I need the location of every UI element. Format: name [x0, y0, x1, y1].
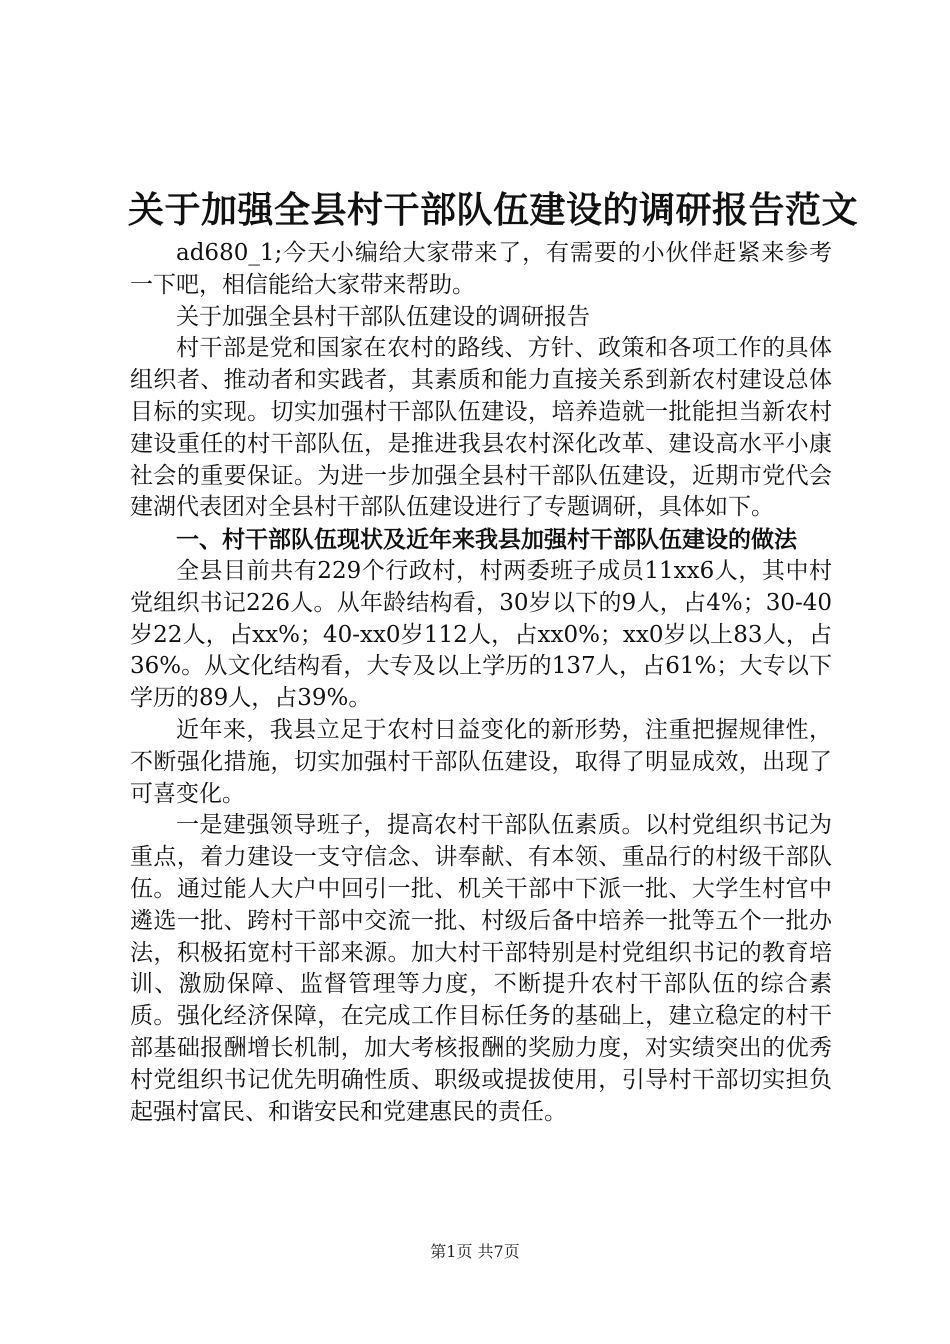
body-paragraph: 一是建强领导班子，提高农村干部队伍素质。以村党组织书记为重点，着力建设一支守信念、讲奉献、有本领、重品行的村级干部队伍。通过能人大户中回引一批、机关干部中下派一批、大学生村官中遴选一批、跨村干部中交流一批、村级后备中培养一批等五个一批办法，积极拓宽村干部来源。加大村干部特别是村党组织书记的教育培训、激励保障、监督管理等力度，不断提升农村干部队伍的综合素质。强化经济保障，在完成工作目标任务的基础上，建立稳定的村干部基础报酬增长机制，加大考核报酬的奖励力度，对实绩突出的优秀村党组织书记优先明确性质、职级或提拔使用，引导村干部切实担负起强村富民、和谐安民和党建惠民的责任。	[130, 812, 832, 1125]
intro-paragraph: ad680_1;今天小编给大家带来了，有需要的小伙伴赶紧来参考一下吧，相信能给大家带来帮助。	[130, 240, 832, 298]
document-body	[130, 238, 832, 1128]
document-title: 关于加强全县村干部队伍建设的调研报告范文	[128, 189, 859, 231]
section-heading: 一、村干部队伍现状及近年来我县加强村干部队伍建设的做法	[176, 526, 797, 554]
body-paragraph: 村干部是党和国家在农村的路线、方针、政策和各项工作的具体组织者、推动者和实践者，其素质和能力直接关系到新农村建设总体目标的实现。切实加强村干部队伍建设，培养造就一批能担当新农村建设重任的村干部队伍，是推进我县农村深化改革、建设高水平小康社会的重要保证。为进一步加强全县村干部队伍建设，近期市党代会建湖代表团对全县村干部队伍建设进行了专题调研，具体如下。	[130, 335, 832, 521]
report-subtitle: 关于加强全县村干部队伍建设的调研报告	[176, 303, 590, 330]
page-number-footer: 第1页 共7页	[430, 1242, 520, 1261]
body-paragraph: 近年来，我县立足于农村日益变化的新形势，注重把握规律性，不断强化措施，切实加强村干部队伍建设，取得了明显成效，出现了可喜变化。	[130, 716, 832, 807]
body-paragraph: 全县目前共有229个行政村，村两委班子成员11xx6人，其中村党组织书记226人。从年龄结构看，30岁以下的9人，占4%；30-40岁22人，占xx%；40-xx0岁112人，占xx0%；xx0岁以上83人，占36%。从文化结构看，大专及以上学历的137人，占61%；大专以下学历的89人，占39%。	[130, 557, 832, 712]
